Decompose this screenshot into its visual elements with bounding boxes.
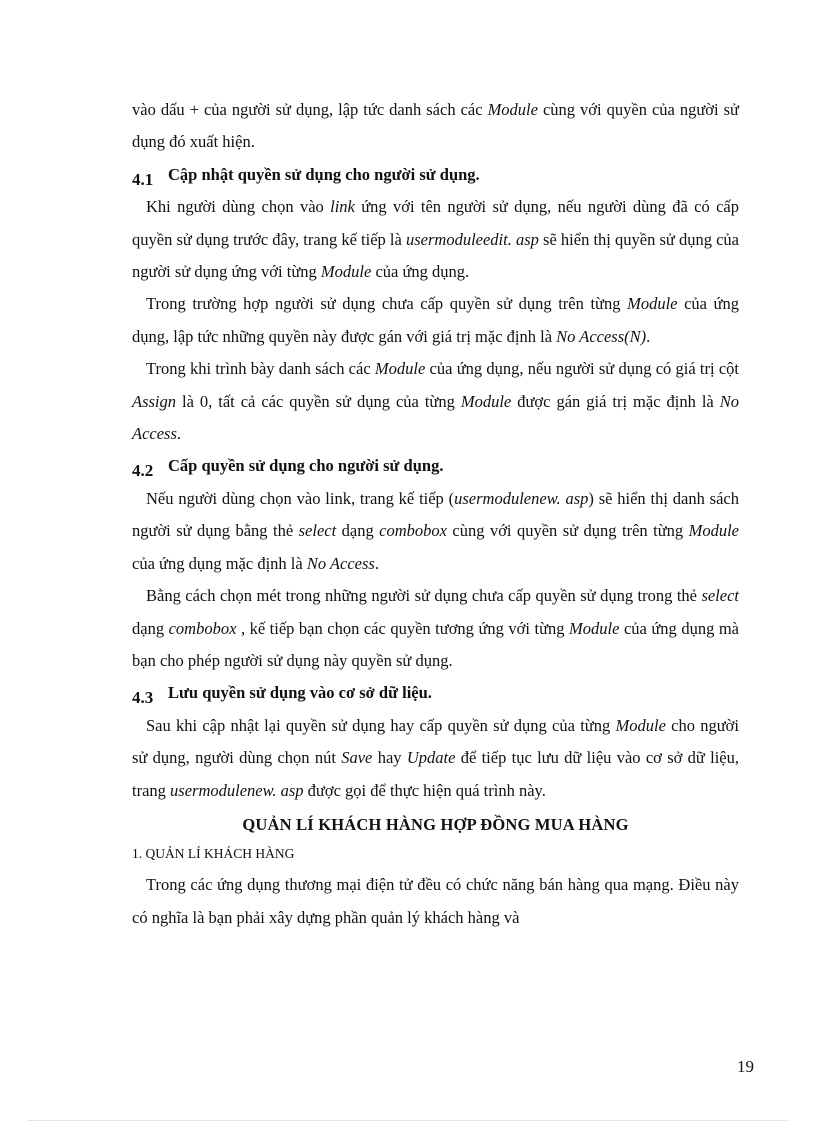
sub-heading: 1. QUẢN LÍ KHÁCH HÀNG: [132, 846, 295, 862]
paragraph: [132, 580, 739, 677]
section-title: Cấp quyền sử dụng cho người sử dụng.: [168, 456, 444, 476]
section-number: 4.1: [132, 169, 154, 189]
italic-text: combobox: [379, 521, 447, 541]
page-number: 19: [737, 1057, 754, 1076]
paragraph: [132, 94, 739, 159]
italic-text: select: [298, 521, 337, 541]
italic-text: No Access: [132, 391, 739, 444]
text-run: để tiếp tục lưu dữ liệu vào cơ sở dữ liệu, trang: [132, 748, 740, 800]
section-heading: [132, 677, 739, 709]
paragraph: [132, 288, 739, 353]
text-run: của ứng dụng, lập tức những quyền này được gán với giá trị mặc định là: [132, 294, 739, 346]
italic-text: usermodulenew. asp: [170, 780, 304, 800]
section-number: 4.2: [132, 461, 154, 481]
italic-text: Update: [406, 748, 456, 768]
italic-text: Module: [627, 294, 678, 314]
text-run: Sau khi cập nhật lại quyền sử dụng hay cấp quyền sử dụng của từng: [146, 715, 616, 735]
section-title: Lưu quyền sử dụng vào cơ sở dữ liệu.: [168, 683, 432, 703]
text-run: .: [176, 424, 182, 444]
italic-text: usermodulenew. asp: [454, 488, 589, 508]
text-run: .: [646, 326, 651, 346]
italic-text: combobox: [168, 618, 237, 638]
text-run: Bằng cách chọn mét trong những người sử dụng chưa cấp quyền sử dụng trong thẻ: [146, 586, 702, 606]
italic-text: Module: [688, 521, 739, 541]
italic-text: link: [330, 197, 355, 217]
paragraph: [132, 483, 739, 580]
footer-rule: [28, 1120, 788, 1121]
italic-text: Module: [374, 359, 426, 379]
text-run: được gọi để thực hiện quá trình này.: [303, 780, 546, 800]
italic-text: Module: [569, 618, 620, 638]
paragraph: [132, 869, 739, 934]
paragraph: [132, 191, 739, 288]
text-run: ứng với tên người sử dụng, nếu người dùng đã có cấp quyền sử dụng trước đây, trang kế tiếp là: [132, 197, 739, 249]
text-run: ) sẽ hiển thị danh sách người sử dụng bằng thẻ: [132, 488, 739, 541]
section-number: 4.3: [132, 688, 154, 708]
chapter-title: QUẢN LÍ KHÁCH HÀNG HỢP ĐỒNG MUA HÀNG: [242, 814, 629, 834]
text-run: cho người sử dụng, người dùng chọn nút: [132, 715, 739, 768]
text-run: vào dấu + của người sử dụng, lập tức danh sách các: [132, 100, 488, 119]
italic-text: Module: [320, 262, 372, 282]
text-run: Khi người dùng chọn vào: [146, 197, 331, 217]
text-run: Trong trường hợp người sử dụng chưa cấp quyền sử dụng trên từng: [146, 294, 628, 314]
italic-text: No Access(N): [556, 326, 647, 346]
text-run: , kế tiếp bạn chọn các quyền tương ứng với từng: [236, 618, 570, 638]
paragraph: [132, 353, 739, 450]
section-heading: [132, 159, 739, 191]
italic-text: select: [701, 586, 739, 606]
text-run: là 0, tất cả các quyền sử dụng của từng: [176, 391, 461, 411]
text-run: dạng: [336, 521, 380, 541]
text-run: sẽ hiển thị quyền sử dụng của người sử dụng ứng với từng: [132, 229, 740, 282]
text-run: Trong các ứng dụng thương mại điện tử đều có chức năng bán hàng qua mạng. Điều này có nghĩa là bạn phải xây dựng phần quản lý khách hàng và: [132, 875, 739, 927]
italic-text: Save: [341, 748, 373, 768]
italic-text: Assign: [132, 391, 177, 411]
text-run: của ứng dụng mặc định là: [132, 553, 307, 573]
text-run: cùng với quyền sử dụng trên từng: [446, 521, 689, 541]
section-heading: [132, 450, 739, 482]
text-run: Trong khi trình bày danh sách các: [146, 359, 375, 379]
italic-text: Module: [615, 715, 666, 735]
text-run: cùng với quyền của người sử dụng đó xuất hiện.: [132, 100, 739, 152]
text-run: của ứng dụng mà bạn cho phép người sử dụng này quyền sử dụng.: [132, 618, 739, 670]
italic-text: Module: [460, 391, 512, 411]
text-run: của ứng dụng.: [371, 262, 470, 282]
italic-text: Module: [487, 100, 538, 119]
italic-text: No Access: [306, 553, 375, 573]
text-run: Nếu người dùng chọn vào link, trang kế tiếp (: [146, 488, 455, 508]
section-title: Cập nhật quyền sử dụng cho người sử dụng.: [168, 164, 480, 184]
text-run: .: [374, 553, 379, 573]
text-run: dạng: [132, 618, 169, 638]
paragraph: [132, 710, 739, 807]
italic-text: usermoduleedit. asp: [405, 229, 539, 249]
text-run: của ứng dụng, nếu người sử dụng có giá trị cột: [425, 359, 739, 379]
text-run: được gán giá trị mặc định là: [511, 391, 720, 411]
text-run: hay: [372, 748, 407, 768]
page-content: [132, 94, 739, 934]
